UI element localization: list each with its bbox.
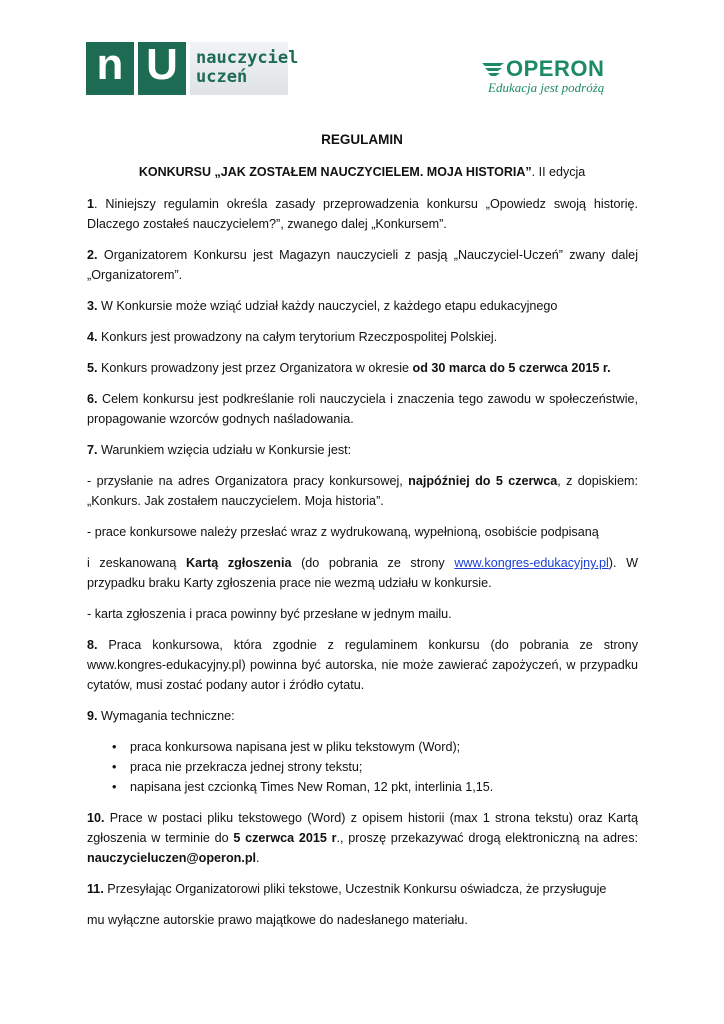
paragraph-number: 11. [87, 882, 104, 896]
deadline-bold: najpóźniej do 5 czerwca [408, 474, 558, 488]
text-segment: ). W przypadku braku Karty zgłoszenia prace nie wezmą udziału w konkursie. [87, 556, 638, 590]
paragraph-10 [87, 808, 638, 868]
operon-wings-icon [480, 60, 508, 80]
logo-text-line1: nauczyciel [196, 48, 299, 68]
text-segment: - przysłanie na adres Organizatora pracy konkursowej, [87, 474, 409, 488]
logo-u-box [138, 42, 186, 95]
subtitle-bold: KONKURSU „JAK ZOSTAŁEM NAUCZYCIELEM. MOJA HISTORIA” [138, 165, 532, 179]
operon-brand: OPERON [506, 56, 605, 81]
paragraph-text: Warunkiem wzięcia udziału w Konkursie jest: [97, 443, 352, 457]
paragraph-8 [87, 635, 638, 695]
document-title: REGULAMIN [321, 132, 403, 147]
text-segment: (do pobrania ze strony [291, 556, 455, 570]
text-segment: , z dopiskiem: „Konkurs. Jak zostałem nauczycielem. Moja historia”. [87, 474, 638, 508]
paragraph-7-condition-a [87, 471, 638, 511]
text-segment: - karta zgłoszenia i praca powinny być przesłane w jednym mailu. [87, 607, 452, 621]
regulations-body [87, 194, 638, 941]
paragraph-11 [87, 879, 638, 899]
text-segment: Prace w postaci pliku tekstowego (Word) z opisem historii (max 1 strona tekstu) oraz Kartą zgłoszenia w terminie do [87, 811, 638, 845]
text-segment: i zeskanowaną [87, 556, 187, 570]
paragraph-number: 1 [87, 197, 95, 211]
list-item [87, 757, 638, 777]
bullet-icon: • [112, 760, 117, 774]
technical-requirements-list [87, 737, 638, 797]
paragraph-6 [87, 389, 638, 429]
paragraph-11-continued [87, 910, 638, 930]
paragraph-4 [87, 327, 638, 347]
bullet-icon: • [112, 780, 117, 794]
logo-n-box [86, 42, 134, 95]
logo-n-letter: n [96, 40, 124, 89]
list-item-text: napisana jest czcionką Times New Roman, 12 pkt, interlinia 1,15. [130, 780, 494, 794]
subtitle-edition: . II edycja [531, 165, 586, 179]
paragraph-2 [87, 245, 638, 285]
list-item-text: praca konkursowa napisana jest w pliku tekstowym (Word); [130, 740, 461, 754]
paragraph-7-condition-d [87, 604, 638, 624]
kongres-link[interactable]: www.kongres-edukacyjny.pl [454, 556, 609, 570]
paragraph-text: Konkurs jest prowadzony na całym terytorium Rzeczpospolitej Polskiej. [97, 330, 498, 344]
paragraph-text: Konkurs prowadzony jest przez Organizatora w okresie [97, 361, 413, 375]
paragraph-number: 10. [87, 811, 105, 825]
paragraph-3 [87, 296, 638, 316]
paragraph-9 [87, 706, 638, 726]
document-subtitle [0, 165, 724, 179]
deadline-bold: 5 czerwca 2015 r [233, 831, 337, 845]
logo-u-letter: U [146, 40, 178, 89]
contact-email: nauczycieluczen@operon.pl [87, 851, 257, 865]
paragraph-number: 5. [87, 361, 98, 375]
operon-tagline: Edukacja jest podróżą [488, 80, 605, 95]
paragraph-7-condition-c [87, 553, 638, 593]
text-segment: . [256, 851, 260, 865]
text-segment: - prace konkursowe należy przesłać wraz z wydrukowaną, wypełnioną, osobiście podpisaną [87, 525, 599, 539]
nauczyciel-uczen-logo [86, 40, 299, 95]
text-segment: mu wyłączne autorskie prawo majątkowe do nadesłanego materiału. [87, 913, 468, 927]
bullet-icon: • [112, 740, 117, 754]
text-segment: ., proszę przekazywać drogą elektroniczną na adres: [336, 831, 638, 845]
paragraph-text: Organizatorem Konkursu jest Magazyn nauczycieli z pasją „Nauczyciel-Uczeń” zwany dalej „Organizatorem”. [87, 248, 638, 282]
application-card-bold: Kartą zgłoszenia [186, 556, 292, 570]
paragraph-number: 9. [87, 709, 98, 723]
paragraph-number: 4. [87, 330, 98, 344]
paragraph-number: 3. [87, 299, 98, 313]
operon-logo [480, 58, 608, 96]
paragraph-number: 7. [87, 443, 98, 457]
paragraph-7 [87, 440, 638, 460]
list-item [87, 777, 638, 797]
paragraph-7-condition-b [87, 522, 638, 542]
paragraph-text: Celem konkursu jest podkreślanie roli nauczyciela i znaczenia tego zawodu w społeczeństwie, propagowanie wzorców godnych naśladowania. [87, 392, 638, 426]
paragraph-number: 2. [87, 248, 98, 262]
paragraph-text: Wymagania techniczne: [97, 709, 235, 723]
paragraph-number: 8. [87, 638, 98, 652]
paragraph-text: Praca konkursowa, która zgodnie z regulaminem konkursu (do pobrania ze strony www.kongres-edukacyjny.pl) powinna być autorska, nie może zawierać zapożyczeń, w przypadku cytatów, musi zostać podany autor i źródło cytatu. [87, 638, 638, 692]
contest-period: od 30 marca do 5 czerwca 2015 r. [412, 361, 611, 375]
paragraph-text: . Niniejszy regulamin określa zasady przeprowadzenia konkursu „Opowiedz swoją historię. Dlaczego zostałeś nauczycielem?”, zwanego dalej „Konkursem”. [87, 197, 638, 231]
logo-text-line2: uczeń [196, 67, 248, 87]
paragraph-text: W Konkursie może wziąć udział każdy nauczyciel, z każdego etapu edukacyjnego [97, 299, 558, 313]
list-item-text: praca nie przekracza jednej strony tekstu; [130, 760, 363, 774]
list-item [87, 737, 638, 757]
paragraph-1 [87, 194, 638, 234]
paragraph-5 [87, 358, 638, 378]
paragraph-text: Przesyłając Organizatorowi pliki tekstowe, Uczestnik Konkursu oświadcza, że przysługuje [103, 882, 607, 896]
paragraph-number: 6. [87, 392, 98, 406]
